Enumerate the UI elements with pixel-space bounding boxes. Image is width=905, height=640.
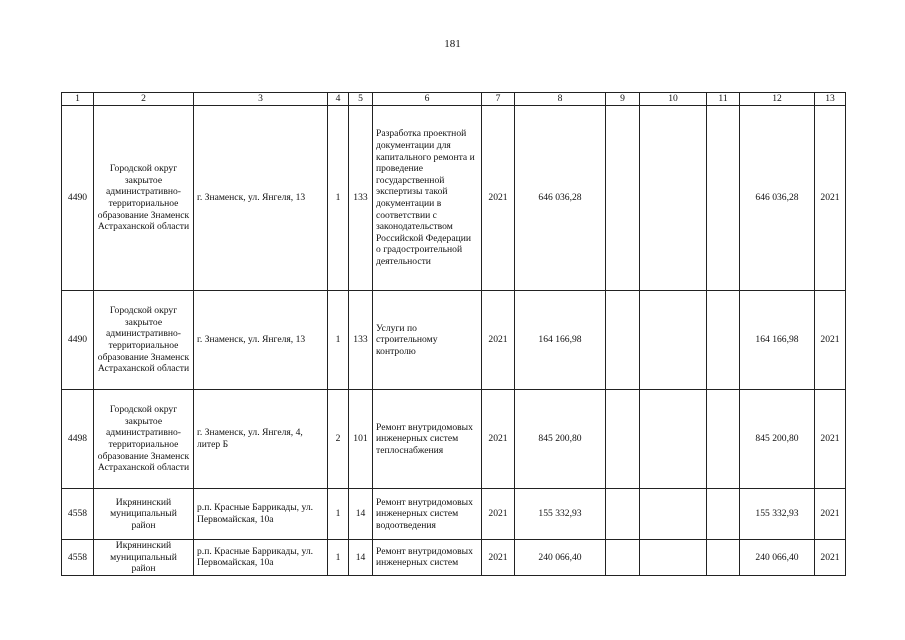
col13-cell: 2021 xyxy=(815,291,846,390)
col5-cell: 14 xyxy=(349,489,373,540)
year-cell: 2021 xyxy=(482,489,515,540)
col13-cell: 2021 xyxy=(815,106,846,291)
col13-cell: 2021 xyxy=(815,540,846,576)
col9-cell xyxy=(606,390,640,489)
col10-cell xyxy=(640,489,707,540)
year-cell: 2021 xyxy=(482,390,515,489)
col9-cell xyxy=(606,489,640,540)
col4-cell: 1 xyxy=(328,291,349,390)
year-cell: 2021 xyxy=(482,540,515,576)
col11-cell xyxy=(707,106,740,291)
col4-cell: 1 xyxy=(328,106,349,291)
column-header: 3 xyxy=(194,93,328,106)
column-header: 12 xyxy=(740,93,815,106)
col5-cell: 133 xyxy=(349,106,373,291)
col4-cell: 1 xyxy=(328,540,349,576)
address-cell: р.п. Красные Баррикады, ул. Первомайская, 10а xyxy=(194,489,328,540)
column-header: 7 xyxy=(482,93,515,106)
col10-cell xyxy=(640,106,707,291)
col13-cell: 2021 xyxy=(815,489,846,540)
address-cell: р.п. Красные Баррикады, ул. Первомайская, 10а xyxy=(194,540,328,576)
address-cell: г. Знаменск, ул. Янгеля, 13 xyxy=(194,106,328,291)
table-row xyxy=(62,291,846,390)
col13-cell: 2021 xyxy=(815,390,846,489)
table-row xyxy=(62,489,846,540)
table-row xyxy=(62,106,846,291)
municipality-cell: Городской округ закрытое административно-территориальное образование Знаменск Астраханской области xyxy=(94,106,194,291)
col5-cell: 14 xyxy=(349,540,373,576)
year-cell: 2021 xyxy=(482,106,515,291)
register-table xyxy=(61,92,846,576)
col9-cell xyxy=(606,291,640,390)
column-header: 2 xyxy=(94,93,194,106)
col12-cell: 646 036,28 xyxy=(740,106,815,291)
col9-cell xyxy=(606,540,640,576)
col11-cell xyxy=(707,489,740,540)
col4-cell: 1 xyxy=(328,489,349,540)
work-type-cell: Ремонт внутридомовых инженерных систем теплоснабжения xyxy=(373,390,482,489)
col5-cell: 133 xyxy=(349,291,373,390)
municipality-cell: Городской округ закрытое административно-территориальное образование Знаменск Астраханской области xyxy=(94,291,194,390)
col10-cell xyxy=(640,390,707,489)
col12-cell: 164 166,98 xyxy=(740,291,815,390)
column-header: 1 xyxy=(62,93,94,106)
work-type-text: Ремонт внутридомовых инженерных систем xyxy=(376,545,473,569)
row-number-cell: 4498 xyxy=(62,390,94,489)
municipality-cell: Икрянинский муниципальный район xyxy=(94,489,194,540)
col11-cell xyxy=(707,390,740,489)
column-header: 10 xyxy=(640,93,707,106)
page-number: 181 xyxy=(444,38,461,50)
col4-cell: 2 xyxy=(328,390,349,489)
total-cost-cell: 240 066,40 xyxy=(515,540,606,576)
column-header: 8 xyxy=(515,93,606,106)
total-cost-cell: 155 332,93 xyxy=(515,489,606,540)
work-type-cell: Услуги по строительному контролю xyxy=(373,291,482,390)
row-number-cell: 4558 xyxy=(62,489,94,540)
col10-cell xyxy=(640,540,707,576)
col12-cell: 240 066,40 xyxy=(740,540,815,576)
col11-cell xyxy=(707,540,740,576)
table-row xyxy=(62,390,846,489)
row-number-cell: 4558 xyxy=(62,540,94,576)
work-type-cell xyxy=(373,540,482,576)
col9-cell xyxy=(606,106,640,291)
row-number-cell: 4490 xyxy=(62,291,94,390)
column-header: 4 xyxy=(328,93,349,106)
col5-cell: 101 xyxy=(349,390,373,489)
year-cell: 2021 xyxy=(482,291,515,390)
work-type-cell: Разработка проектной документации для капитального ремонта и проведение государственной экспертизы такой документации в соответствии с законодательством Российской Федерации о градостроительной деятельности xyxy=(373,106,482,291)
work-type-cell: Ремонт внутридомовых инженерных систем водоотведения xyxy=(373,489,482,540)
column-header: 5 xyxy=(349,93,373,106)
col11-cell xyxy=(707,291,740,390)
col12-cell: 845 200,80 xyxy=(740,390,815,489)
address-cell: г. Знаменск, ул. Янгеля, 4, литер Б xyxy=(194,390,328,489)
column-header: 6 xyxy=(373,93,482,106)
municipality-cell: Городской округ закрытое административно-территориальное образование Знаменск Астраханской области xyxy=(94,390,194,489)
total-cost-cell: 646 036,28 xyxy=(515,106,606,291)
column-header: 9 xyxy=(606,93,640,106)
total-cost-cell: 164 166,98 xyxy=(515,291,606,390)
total-cost-cell: 845 200,80 xyxy=(515,390,606,489)
municipality-cell: Икрянинский муниципальный район xyxy=(94,540,194,576)
column-number-row xyxy=(62,93,846,106)
col10-cell xyxy=(640,291,707,390)
address-cell: г. Знаменск, ул. Янгеля, 13 xyxy=(194,291,328,390)
col12-cell: 155 332,93 xyxy=(740,489,815,540)
column-header: 13 xyxy=(815,93,846,106)
table-row xyxy=(62,540,846,576)
column-header: 11 xyxy=(707,93,740,106)
row-number-cell: 4490 xyxy=(62,106,94,291)
